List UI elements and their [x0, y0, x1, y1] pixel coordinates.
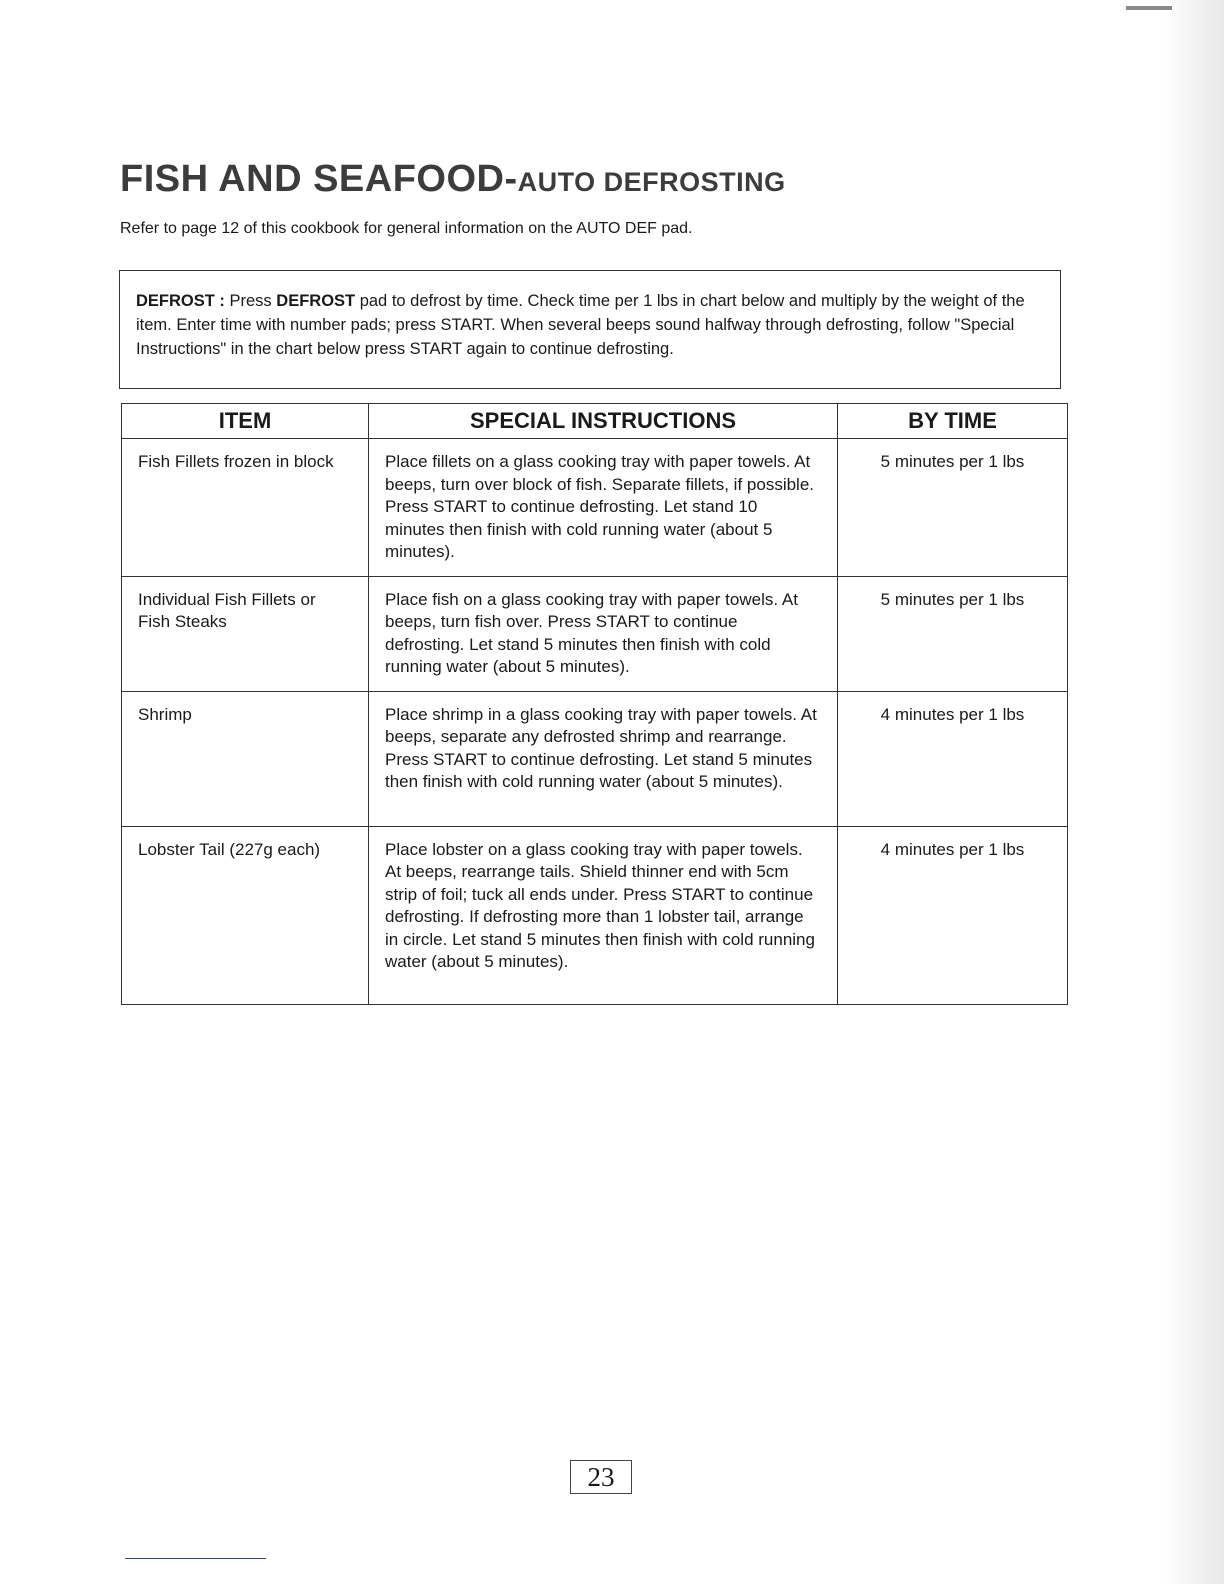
- footnote-rule: [125, 1558, 266, 1559]
- title-sub: AUTO DEFROSTING: [517, 167, 786, 197]
- page-number: 23: [570, 1460, 632, 1494]
- page-edge-mark: [1126, 6, 1172, 10]
- chart-header-row: [122, 404, 1068, 439]
- row-time: 5 minutes per 1 lbs: [838, 576, 1068, 691]
- row-item: Lobster Tail (227g each): [122, 826, 369, 1004]
- row-item: Shrimp: [122, 691, 369, 826]
- page-edge-shadow: [1164, 0, 1224, 1584]
- title-main: FISH AND SEAFOOD-: [120, 158, 518, 200]
- row-instructions: Place fish on a glass cooking tray with paper towels. At beeps, turn fish over. Press START to continue defrosting. Let stand 5 minutes then finish with cold running water (about 5 minutes).: [369, 576, 838, 691]
- table-row: [122, 576, 1068, 691]
- intro-text: Refer to page 12 of this cookbook for general information on the AUTO DEF pad.: [120, 220, 693, 237]
- defrost-text-1: Press: [224, 292, 277, 310]
- defrost-label: DEFROST :: [136, 292, 225, 310]
- row-instructions: Place lobster on a glass cooking tray with paper towels. At beeps, rearrange tails. Shield thinner end with 5cm strip of foil; tuck all ends under. Press START to continue defrosting. If defrosting more than 1 lobster tail, arrange in circle. Let stand 5 minutes then finish with cold running water (about 5 minutes).: [369, 826, 838, 1004]
- row-time: 5 minutes per 1 lbs: [838, 439, 1068, 577]
- header-item: ITEM: [122, 404, 369, 439]
- defrost-pad-name: DEFROST: [276, 292, 356, 310]
- row-item: Fish Fillets frozen in block: [122, 439, 369, 577]
- defrost-instructions-box: [119, 270, 1061, 389]
- row-item: Individual Fish Fillets or Fish Steaks: [122, 576, 369, 691]
- row-instructions: Place shrimp in a glass cooking tray with paper towels. At beeps, separate any defrosted shrimp and rearrange. Press START to continue defrosting. Let stand 5 minutes then finish with cold running water (about 5 minutes).: [369, 691, 838, 826]
- table-row: [122, 826, 1068, 1004]
- row-time: 4 minutes per 1 lbs: [838, 691, 1068, 826]
- header-special-instructions: SPECIAL INSTRUCTIONS: [369, 404, 838, 439]
- row-time: 4 minutes per 1 lbs: [838, 826, 1068, 1004]
- row-instructions: Place fillets on a glass cooking tray with paper towels. At beeps, turn over block of fish. Separate fillets, if possible. Press START to continue defrosting. Let stand 10 minutes then finish with cold running water (about 5 minutes).: [369, 439, 838, 577]
- table-row: [122, 439, 1068, 577]
- page-title: [120, 158, 786, 201]
- table-row: [122, 691, 1068, 826]
- header-by-time: BY TIME: [838, 404, 1068, 439]
- defrost-text-2: pad to defrost by time. Check time per 1 lbs in chart below and multiply by the weight of the item. Enter time with number pads; press START. When several beeps sound halfway through defrosting, follow "Special Instructions" in the chart below press START again to continue defrosting.: [136, 292, 1025, 358]
- defrost-chart: [121, 403, 1068, 1005]
